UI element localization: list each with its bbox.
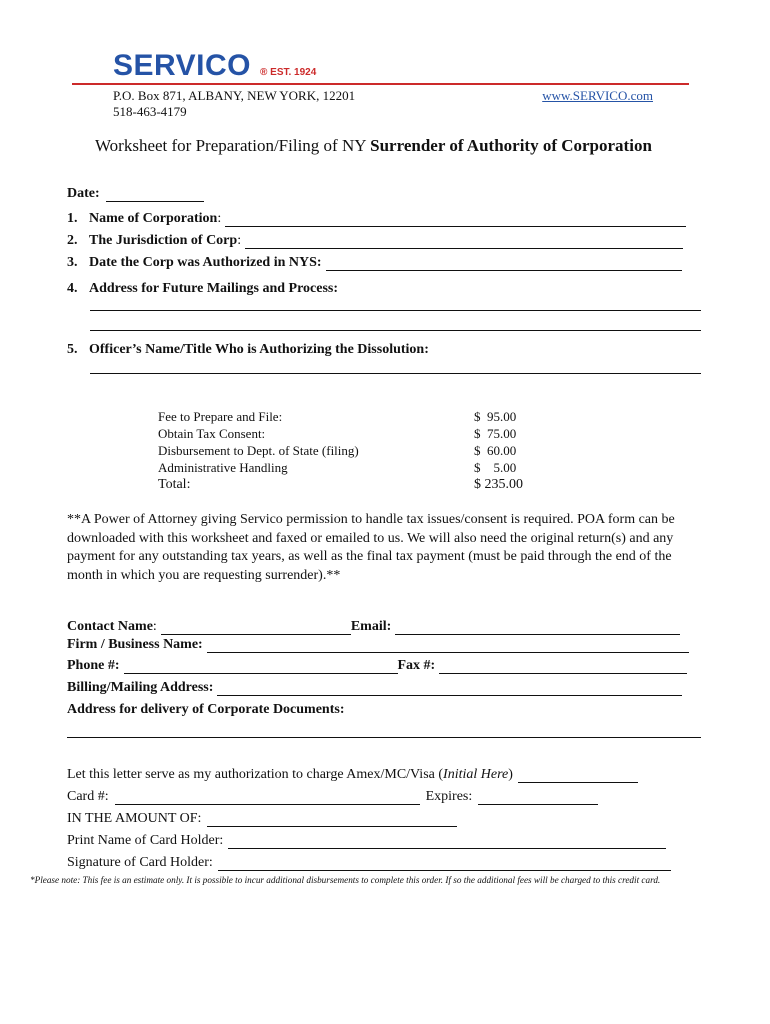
signature-label: Signature of Card Holder: <box>67 855 213 870</box>
page-title <box>95 136 652 156</box>
signature-row <box>67 854 671 871</box>
fee-amounts <box>474 408 523 494</box>
delivery-field[interactable] <box>67 737 701 738</box>
fee-amount: $ 75.00 <box>474 426 517 441</box>
contact-name-field[interactable] <box>161 620 351 635</box>
amount-label: IN THE AMOUNT OF: <box>67 811 202 826</box>
card-row <box>67 788 598 805</box>
authorized-date-row <box>67 254 682 271</box>
item-number: 4. <box>67 281 78 296</box>
initial-here-text: Initial Here <box>443 767 509 782</box>
fee-amount: $ 60.00 <box>474 443 517 458</box>
phone-line: 518-463-4179 <box>113 104 187 119</box>
contact-email-row <box>67 618 680 635</box>
email-field[interactable] <box>395 620 680 635</box>
date-label: Date: <box>67 186 100 201</box>
jurisdiction-row <box>67 232 683 249</box>
amount-row <box>67 810 457 827</box>
email-label: Email: <box>350 619 392 634</box>
established-year: ® EST. 1924 <box>260 67 317 78</box>
corporation-name-label: Name of Corporation <box>89 211 218 226</box>
date-field[interactable] <box>106 187 204 202</box>
mailing-address-row <box>67 280 338 297</box>
website-link[interactable]: www.SERVICO.com <box>542 88 653 103</box>
billing-field[interactable] <box>217 681 682 696</box>
print-name-label: Print Name of Card Holder: <box>67 833 224 848</box>
phone-field[interactable] <box>124 659 398 674</box>
firm-row <box>67 636 689 653</box>
delivery-row <box>67 701 345 718</box>
fax-field[interactable] <box>439 659 687 674</box>
card-label: Card #: <box>67 789 109 804</box>
amount-field[interactable] <box>207 812 457 827</box>
total-amount: $ 235.00 <box>474 477 523 492</box>
authorization-row <box>67 766 638 783</box>
jurisdiction-label: The Jurisdiction of Corp <box>89 233 238 248</box>
initial-field[interactable] <box>518 768 638 783</box>
expires-label: Expires: <box>425 789 473 804</box>
contact-name-label: Contact Name <box>67 619 153 634</box>
fee-amount: $ 95.00 <box>474 409 517 424</box>
officer-label: Officer’s Name/Title Who is Authorizing the Dissolution: <box>89 342 429 357</box>
fax-label: Fax #: <box>397 658 436 673</box>
authorized-date-field[interactable] <box>326 256 682 271</box>
corporation-name-row <box>67 210 686 227</box>
colon: : <box>152 619 157 634</box>
poa-note: **A Power of Attorney giving Servico permission to handle tax issues/consent is required. POA form can be downloaded with this worksheet and faxed or emailed to us. We will also need the original return(s) and any payment for any outstanding tax years, as well as the final tax payment (must be paid through the end of the month in which you are requesting surrender).** <box>67 512 675 583</box>
mailing-address-label: Address for Future Mailings and Process: <box>89 281 339 296</box>
fee-labels <box>158 408 359 494</box>
signature-field[interactable] <box>218 856 671 871</box>
delivery-label: Address for delivery of Corporate Documents: <box>67 702 345 717</box>
fee-label: Fee to Prepare and File: <box>158 409 283 424</box>
close-paren: ) <box>508 767 513 782</box>
company-address <box>113 88 355 120</box>
phone-label: Phone #: <box>67 658 120 673</box>
expires-field[interactable] <box>478 790 598 805</box>
fee-label: Obtain Tax Consent: <box>158 426 266 441</box>
servico-logo: SERVICO <box>113 49 251 82</box>
officer-field[interactable] <box>90 373 701 374</box>
fee-label: Administrative Handling <box>158 460 288 475</box>
phone-fax-row <box>67 657 687 674</box>
billing-row <box>67 679 682 696</box>
total-label: Total: <box>158 477 191 492</box>
print-name-field[interactable] <box>228 834 666 849</box>
item-number: 1. <box>67 211 78 226</box>
officer-row <box>67 341 429 358</box>
billing-label: Billing/Mailing Address: <box>67 680 214 695</box>
date-field-row <box>67 185 204 202</box>
fee-amount: $ 5.00 <box>474 460 517 475</box>
print-name-row <box>67 832 666 849</box>
jurisdiction-field[interactable] <box>245 234 683 249</box>
item-number: 3. <box>67 255 78 270</box>
item-number: 5. <box>67 342 78 357</box>
title-bold: Surrender of Authority of Corporation <box>370 136 652 155</box>
colon: : <box>217 211 222 226</box>
firm-field[interactable] <box>207 638 689 653</box>
mailing-address-field-1[interactable] <box>90 310 701 311</box>
firm-label: Firm / Business Name: <box>67 637 203 652</box>
mailing-address-field-2[interactable] <box>90 330 701 331</box>
address-line: P.O. Box 871, ALBANY, NEW YORK, 12201 <box>113 88 356 103</box>
authorization-text: Let this letter serve as my authorization to charge Amex/MC/Visa ( <box>67 767 444 782</box>
colon: : <box>237 233 242 248</box>
fee-label: Disbursement to Dept. of State (filing) <box>158 443 359 458</box>
corporation-name-field[interactable] <box>225 212 686 227</box>
title-plain: Worksheet for Preparation/Filing of NY <box>95 136 371 155</box>
card-number-field[interactable] <box>115 790 420 805</box>
footnote: *Please note: This fee is an estimate only. It is possible to incur additional disbursements to complete this order. If so the additional fees will be charged to this credit card. <box>30 875 661 885</box>
header-divider <box>72 83 689 85</box>
item-number: 2. <box>67 233 78 248</box>
authorized-date-label: Date the Corp was Authorized in NYS: <box>89 255 322 270</box>
